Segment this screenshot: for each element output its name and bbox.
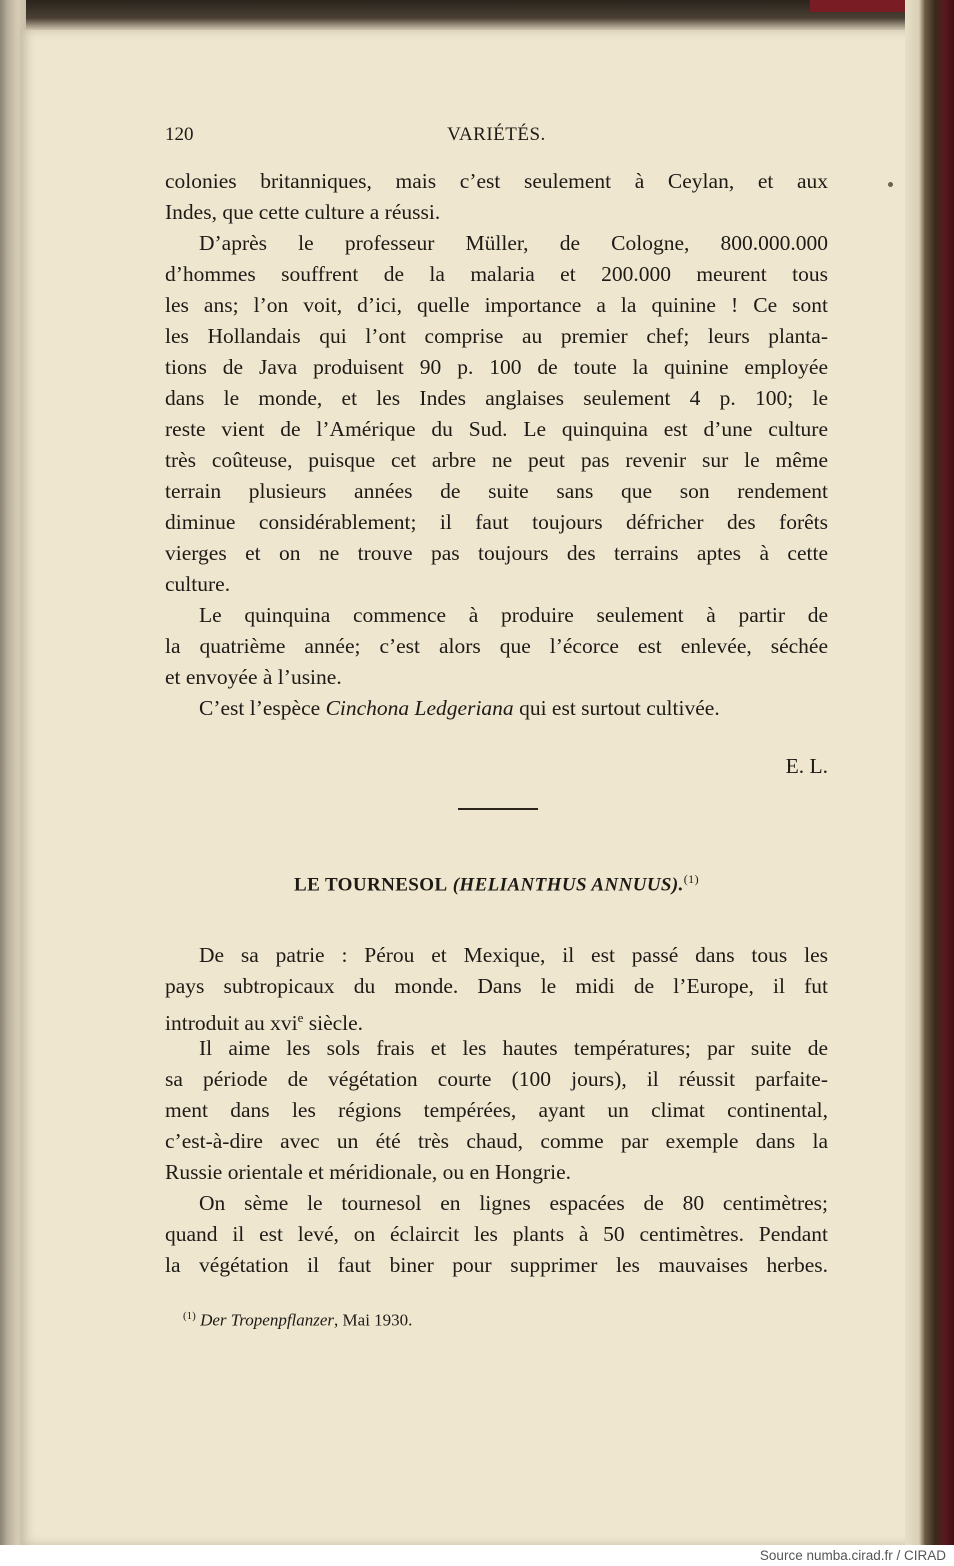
article1-line: d’hommes souffrent de la malaria et 200.000 meurent tous: [165, 262, 828, 286]
article1-line: D’après le professeur Müller, de Cologne, 800.000.000: [199, 231, 828, 255]
author-signature: E. L.: [785, 754, 828, 778]
article1-line: terrain plusieurs années de suite sans que son rendement: [165, 479, 828, 503]
footnote-marker: (1): [183, 1310, 196, 1322]
running-header: [165, 124, 828, 152]
section-divider: [458, 808, 538, 810]
article2-line: quand il est levé, on éclaircit les plants à 50 centimètres. Pendant: [165, 1222, 828, 1246]
article2-line: c’est-à-dire avec un été très chaud, comme par exemple dans la: [165, 1129, 828, 1153]
article2-line: sa période de végétation courte (100 jours), il réussit parfaite-: [165, 1067, 828, 1091]
running-title: VARIÉTÉS.: [447, 124, 546, 145]
section-title-main: LE TOURNESOL: [294, 874, 448, 896]
article1-line: tions de Java produisent 90 p. 100 de toute la quinine employée: [165, 355, 828, 379]
century-suffix: siècle.: [303, 1011, 364, 1033]
footnote-source: Der Tropenpflanzer: [200, 1310, 335, 1330]
section-title-latin: (HELIANTHUS ANNUUS).: [452, 874, 684, 896]
article1-line: diminue considérablement; il faut toujours défricher des forêts: [165, 510, 828, 534]
source-credit: Source numba.cirad.fr / CIRAD: [759, 1548, 946, 1563]
last-line-suffix: qui est surtout cultivée.: [513, 696, 720, 720]
article1-line: les Hollandais qui l’ont comprise au premier chef; leurs planta-: [165, 324, 828, 348]
book-page-stack: [905, 0, 954, 1545]
article1-line: et envoyée à l’usine.: [165, 665, 342, 689]
article1-line: Indes, que cette culture a réussi.: [165, 200, 441, 224]
last-line-prefix: C’est l’espèce: [199, 696, 326, 720]
article1-line: la quatrième année; c’est alors que l’écorce est enlevée, séchée: [165, 634, 828, 658]
margin-speck: [888, 182, 893, 187]
article2-line: On sème le tournesol en lignes espacées de 80 centimètres;: [199, 1191, 828, 1215]
article1-line: culture.: [165, 572, 231, 596]
article2-line: pays subtropicaux du monde. Dans le midi de l’Europe, il fut: [165, 974, 828, 998]
section-title: [165, 872, 828, 896]
footnote: [183, 1310, 823, 1331]
article1-line: Le quinquina commence à produire seulement à partir de: [199, 603, 828, 627]
article2-line: ment dans les régions tempérées, ayant un climat continental,: [165, 1098, 828, 1122]
article2-line: la végétation il faut biner pour supprimer les mauvaises herbes.: [165, 1253, 828, 1277]
article1-line: les ans; l’on voit, d’ici, quelle importance a la quinine ! Ce sont: [165, 293, 828, 317]
article1-line: très coûteuse, puisque cet arbre ne peut pas revenir sur le même: [165, 448, 828, 472]
footnote-rest: , Mai 1930.: [334, 1310, 413, 1330]
article2-line: De sa patrie : Pérou et Mexique, il est passé dans tous les: [199, 943, 828, 967]
species-name: Cinchona Ledgeriana: [325, 696, 514, 720]
century-text: introduit au xvi: [165, 1011, 298, 1033]
article2-line: Il aime les sols frais et les hautes températures; par suite de: [199, 1036, 828, 1060]
century-sup: e: [297, 1010, 304, 1025]
article1-line: dans le monde, et les Indes anglaises seulement 4 p. 100; le: [165, 386, 828, 410]
article1-line: colonies britanniques, mais c’est seulement à Ceylan, et aux: [165, 169, 828, 193]
article1-last-line: [165, 693, 828, 724]
footnote-ref: (1): [683, 872, 699, 886]
book-top-edge: [20, 0, 910, 30]
page-number: 120: [165, 124, 194, 145]
article2-line: Russie orientale et méridionale, ou en Hongrie.: [165, 1160, 571, 1184]
article2-line-century: [165, 1002, 828, 1033]
article1-line: reste vient de l’Amérique du Sud. Le quinquina est d’une culture: [165, 417, 828, 441]
article1-line: vierges et on ne trouve pas toujours des terrains aptes à cette: [165, 541, 828, 565]
